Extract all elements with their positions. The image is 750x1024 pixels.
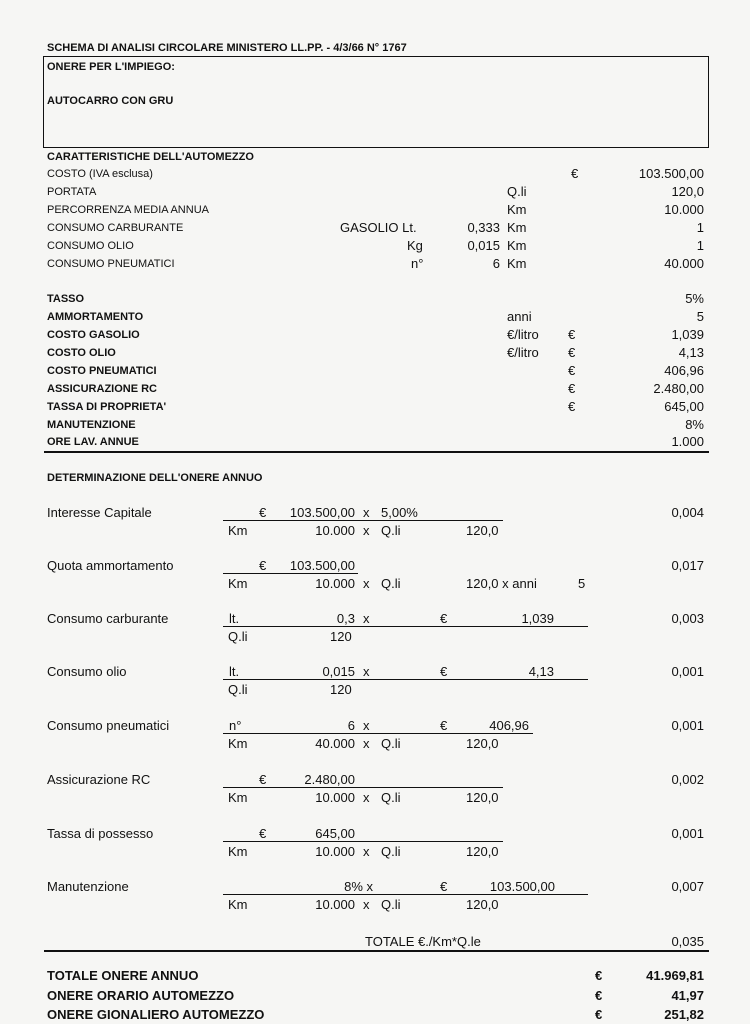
param-value: 5 — [696, 309, 704, 324]
calc-price: 4,13 — [528, 664, 554, 679]
calc-ql: 120,0 — [466, 523, 499, 538]
fraction-line — [223, 520, 503, 521]
param-value: 1.000 — [671, 434, 704, 449]
calc-unit: n° — [229, 718, 242, 733]
calc-anni: 5 — [578, 576, 586, 591]
param-unit: anni — [507, 309, 532, 324]
calc-currency: € — [440, 879, 448, 894]
param-value: 645,00 — [664, 399, 704, 414]
calc-label: Assicurazione RC — [47, 772, 151, 787]
calc-label: Tassa di possesso — [47, 826, 154, 841]
char-unit: Km — [507, 238, 527, 253]
calc-result: 0,001 — [671, 664, 704, 679]
fraction-line — [223, 573, 358, 574]
calc-km: 10.000 — [315, 523, 355, 538]
totale-value: 251,82 — [664, 1007, 704, 1022]
param-label: ORE LAV. ANNUE — [47, 436, 139, 448]
char-value: 1 — [696, 238, 704, 253]
calc-ql-label: Q.li — [381, 576, 401, 591]
calc-label: Consumo olio — [47, 664, 127, 679]
char-qty: 0,333 — [467, 220, 500, 235]
calc-km: 40.000 — [315, 736, 355, 751]
section-divider — [44, 950, 709, 952]
calc-result: 0,004 — [671, 505, 704, 520]
calc-label: Quota ammortamento — [47, 558, 174, 573]
calc-km-label: Km — [228, 523, 248, 538]
totale-currency: € — [595, 968, 603, 983]
char-value: 1 — [696, 220, 704, 235]
param-currency: € — [568, 381, 576, 396]
calc-result: 0,017 — [671, 558, 704, 573]
calc-times: x — [363, 897, 370, 912]
calc-result: 0,002 — [671, 772, 704, 787]
calc-ql: 120,0 — [466, 736, 499, 751]
calc-times: x — [363, 523, 370, 538]
calc-times: x — [363, 844, 370, 859]
calc-amount: 103.500,00 — [289, 558, 355, 573]
param-label: COSTO PNEUMATICI — [47, 365, 157, 377]
calc-price: 1,039 — [521, 611, 554, 626]
char-unit: Km — [507, 256, 527, 271]
calc-currency: € — [259, 826, 267, 841]
calc-times: x — [363, 611, 370, 626]
param-unit: €/litro — [507, 327, 539, 342]
char-unit: Q.li — [507, 184, 527, 199]
calc-unit: lt. — [229, 611, 240, 626]
char-label: CONSUMO OLIO — [47, 240, 134, 252]
totale-value: 41,97 — [671, 988, 704, 1003]
fraction-line — [223, 733, 533, 734]
char-mid: GASOLIO Lt. — [340, 220, 417, 235]
calc-amount: 103.500,00 — [289, 505, 355, 520]
calc-rate: 5,00% — [381, 505, 418, 520]
param-label: TASSO — [47, 293, 85, 305]
calc-label: Consumo pneumatici — [47, 718, 170, 733]
param-label: TASSA DI PROPRIETA' — [47, 401, 167, 413]
calc-km-label: Km — [228, 897, 248, 912]
fraction-line — [223, 841, 503, 842]
calc-times: x — [363, 576, 370, 591]
calc-currency: € — [259, 558, 267, 573]
param-currency: € — [568, 327, 576, 342]
calc-times: x — [363, 664, 370, 679]
param-label: AMMORTAMENTO — [47, 311, 144, 323]
param-currency: € — [568, 345, 576, 360]
calc-km-label: Km — [228, 790, 248, 805]
fraction-line — [223, 679, 588, 680]
char-value: 120,0 — [671, 184, 704, 199]
fraction-line — [223, 787, 503, 788]
calc-price: 406,96 — [489, 718, 529, 733]
calc-den: 120 — [330, 682, 352, 697]
totale-value: 41.969,81 — [646, 968, 704, 983]
param-value: 5% — [685, 291, 704, 306]
totale-km-value: 0,035 — [671, 934, 704, 949]
char-label: CONSUMO CARBURANTE — [47, 222, 184, 234]
char-unit: € — [571, 166, 579, 181]
char-label: PERCORRENZA MEDIA ANNUA — [47, 204, 209, 216]
char-mid: Kg — [407, 238, 423, 253]
vehicle-name: AUTOCARRO CON GRU — [47, 95, 174, 107]
calc-price: 103.500,00 — [489, 879, 555, 894]
document-title: SCHEMA DI ANALISI CIRCOLARE MINISTERO LL.PP. - 4/3/66 N° 1767 — [47, 42, 407, 54]
calc-km: 10.000 — [315, 844, 355, 859]
caratteristiche-heading: CARATTERISTICHE DELL'AUTOMEZZO — [47, 151, 254, 163]
totale-currency: € — [595, 1007, 603, 1022]
calc-currency: € — [259, 505, 267, 520]
determinazione-heading: DETERMINAZIONE DELL'ONERE ANNUO — [47, 472, 263, 484]
calc-label: Interesse Capitale — [47, 505, 152, 520]
param-value: 4,13 — [678, 345, 704, 360]
char-qty: 6 — [492, 256, 500, 271]
calc-result: 0,007 — [671, 879, 704, 894]
param-value: 406,96 — [664, 363, 704, 378]
fraction-line — [223, 894, 588, 895]
param-label: COSTO GASOLIO — [47, 329, 140, 341]
calc-qty: 0,015 — [322, 664, 355, 679]
calc-ql: 120,0 — [466, 897, 499, 912]
calc-km: 10.000 — [315, 897, 355, 912]
calc-ql-label: Q.li — [381, 736, 401, 751]
calc-times: x — [363, 505, 370, 520]
calc-km: 10.000 — [315, 576, 355, 591]
char-mid: n° — [411, 256, 424, 271]
char-label: PORTATA — [47, 186, 97, 198]
fraction-line — [223, 626, 588, 627]
calc-qty: 6 — [347, 718, 355, 733]
totale-label: ONERE ORARIO AUTOMEZZO — [47, 988, 235, 1003]
calc-den-label: Q.li — [228, 682, 248, 697]
calc-qty: 0,3 — [336, 611, 355, 626]
calc-ql: 120,0 x anni — [466, 576, 537, 591]
char-value: 40.000 — [664, 256, 704, 271]
totale-currency: € — [595, 988, 603, 1003]
char-label: COSTO (IVA esclusa) — [47, 168, 153, 180]
calc-ql: 120,0 — [466, 844, 499, 859]
totale-label: TOTALE ONERE ANNUO — [47, 968, 199, 983]
calc-unit: lt. — [229, 664, 240, 679]
calc-times: x — [363, 718, 370, 733]
calc-amount: 2.480,00 — [304, 772, 355, 787]
calc-label: Manutenzione — [47, 879, 129, 894]
calc-currency: € — [440, 664, 448, 679]
totale-km-label: TOTALE €./Km*Q.le — [365, 934, 481, 949]
calc-km-label: Km — [228, 576, 248, 591]
calc-currency: € — [440, 611, 448, 626]
onere-label: ONERE PER L'IMPIEGO: — [47, 61, 175, 73]
calc-currency: € — [440, 718, 448, 733]
char-label: CONSUMO PNEUMATICI — [47, 258, 175, 270]
calc-label: Consumo carburante — [47, 611, 169, 626]
calc-km-label: Km — [228, 844, 248, 859]
calc-km: 10.000 — [315, 790, 355, 805]
param-label: ASSICURAZIONE RC — [47, 383, 158, 395]
totale-label: ONERE GIONALIERO AUTOMEZZO — [47, 1007, 265, 1022]
calc-den: 120 — [330, 629, 352, 644]
calc-km-label: Km — [228, 736, 248, 751]
calc-ql: 120,0 — [466, 790, 499, 805]
calc-ql-label: Q.li — [381, 897, 401, 912]
char-unit: Km — [507, 202, 527, 217]
char-unit: Km — [507, 220, 527, 235]
param-value: 2.480,00 — [653, 381, 704, 396]
calc-den-label: Q.li — [228, 629, 248, 644]
calc-result: 0,001 — [671, 826, 704, 841]
param-label: MANUTENZIONE — [47, 419, 136, 431]
param-label: COSTO OLIO — [47, 347, 116, 359]
char-value: 10.000 — [664, 202, 704, 217]
calc-result: 0,001 — [671, 718, 704, 733]
char-value: 103.500,00 — [638, 166, 704, 181]
calc-amount: 645,00 — [315, 826, 355, 841]
section-divider — [44, 451, 709, 453]
param-currency: € — [568, 363, 576, 378]
calc-ql-label: Q.li — [381, 844, 401, 859]
calc-times: x — [363, 790, 370, 805]
param-value: 8% — [685, 417, 704, 432]
calc-times: x — [363, 736, 370, 751]
param-currency: € — [568, 399, 576, 414]
param-value: 1,039 — [671, 327, 704, 342]
calc-result: 0,003 — [671, 611, 704, 626]
calc-ql-label: Q.li — [381, 790, 401, 805]
calc-qty: 8% x — [344, 879, 373, 894]
param-unit: €/litro — [507, 345, 539, 360]
char-qty: 0,015 — [467, 238, 500, 253]
calc-currency: € — [259, 772, 267, 787]
calc-ql-label: Q.li — [381, 523, 401, 538]
